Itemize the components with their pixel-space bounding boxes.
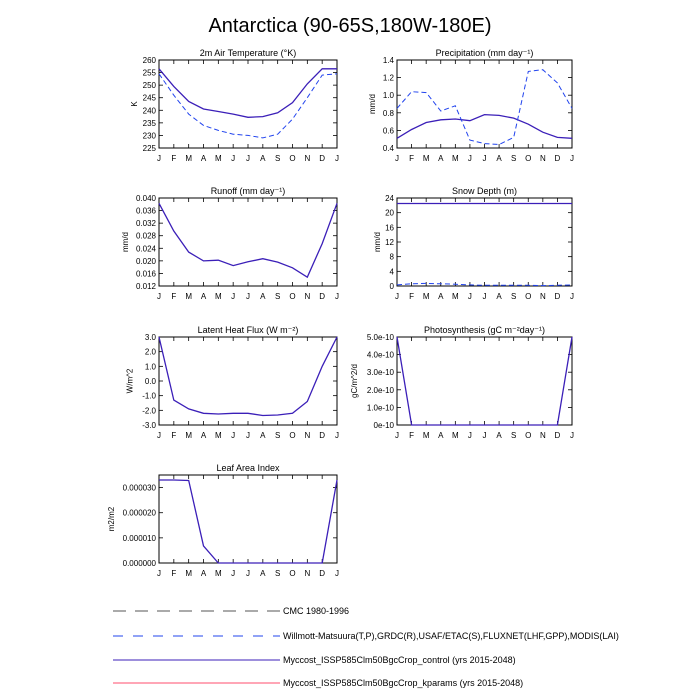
- y-tick-label: 0.028: [135, 231, 156, 241]
- y-tick-label: 2.0e-10: [366, 385, 394, 395]
- y-tick-label: -2.0: [142, 406, 156, 416]
- y-tick-label: 0.000020: [122, 508, 156, 518]
- chart-panel-5: [126, 325, 339, 440]
- y-tick-label: 0.032: [135, 219, 156, 229]
- x-tick-label: J: [395, 431, 399, 440]
- y-tick-label: 2.0: [144, 347, 156, 357]
- x-tick-label: J: [570, 431, 574, 440]
- x-tick-label: D: [319, 569, 326, 578]
- x-tick-label: A: [496, 431, 502, 440]
- x-tick-label: F: [171, 154, 177, 163]
- legend-item: [113, 606, 349, 616]
- x-tick-label: S: [274, 292, 281, 301]
- plot-frame: [397, 337, 572, 425]
- plot-frame: [397, 60, 572, 148]
- x-tick-label: D: [554, 431, 561, 440]
- x-tick-label: J: [335, 431, 339, 440]
- y-tick-label: 24: [385, 194, 394, 203]
- x-tick-label: J: [246, 292, 250, 301]
- y-tick-label: 1.2: [382, 73, 394, 83]
- series-line-control: [397, 337, 572, 425]
- x-tick-label: J: [157, 569, 161, 578]
- plot-frame: [159, 337, 337, 425]
- chart-title: 2m Air Temperature (°K): [199, 48, 297, 58]
- x-tick-label: O: [289, 431, 296, 440]
- chart-title: Latent Heat Flux (W m⁻²): [197, 325, 299, 335]
- x-tick-label: O: [289, 569, 296, 578]
- chart-title: Leaf Area Index: [216, 463, 280, 473]
- x-tick-label: S: [274, 569, 281, 578]
- x-tick-label: J: [467, 292, 472, 301]
- x-tick-label: J: [482, 292, 487, 301]
- x-tick-label: A: [200, 569, 207, 578]
- legend-label: Myccost_ISSP585Clm50BgcCrop_kparams (yrs 2015-2048): [283, 678, 524, 688]
- y-axis-label: mm/d: [121, 232, 130, 252]
- y-tick-label: 255: [142, 68, 156, 78]
- y-tick-label: 250: [142, 81, 156, 91]
- x-tick-label: S: [274, 154, 281, 163]
- y-tick-label: 0.024: [135, 244, 156, 254]
- x-tick-label: N: [539, 292, 546, 301]
- y-tick-label: 0.040: [135, 194, 156, 203]
- x-tick-label: A: [496, 154, 502, 163]
- y-tick-label: 0.4: [382, 144, 394, 153]
- x-tick-label: O: [289, 154, 296, 163]
- y-axis-label: W/m^2: [125, 368, 135, 394]
- x-tick-label: M: [451, 431, 459, 440]
- x-tick-label: A: [438, 154, 444, 163]
- x-tick-label: M: [214, 569, 222, 578]
- plot-frame: [159, 198, 337, 286]
- y-tick-label: 0.000010: [122, 533, 156, 543]
- x-tick-label: A: [260, 292, 266, 301]
- x-tick-label: J: [231, 292, 236, 301]
- y-tick-label: 0.012: [135, 282, 156, 291]
- series-line-control: [159, 337, 337, 416]
- legend-label: Willmott-Matsuura(T,P),GRDC(R),USAF/ETAC(S),FLUXNET(LHF,GPP),MODIS(LAI): [283, 631, 619, 641]
- x-tick-label: O: [289, 292, 296, 301]
- y-tick-label: 0: [389, 282, 394, 291]
- x-tick-label: J: [395, 292, 399, 301]
- x-tick-label: M: [214, 154, 222, 163]
- x-tick-label: J: [482, 154, 487, 163]
- x-tick-label: A: [260, 569, 266, 578]
- x-tick-label: J: [231, 569, 236, 578]
- x-tick-label: A: [438, 292, 444, 301]
- x-tick-label: M: [185, 292, 193, 301]
- x-tick-label: J: [157, 431, 161, 440]
- plot-frame: [397, 198, 572, 286]
- chart-panel-1: [130, 48, 339, 163]
- y-tick-label: 0.8: [382, 108, 394, 118]
- x-tick-label: F: [171, 292, 177, 301]
- x-tick-label: J: [335, 569, 339, 578]
- y-tick-label: 0e-10: [373, 421, 394, 430]
- y-tick-label: 0.000000: [122, 559, 156, 568]
- y-tick-label: 240: [142, 106, 156, 116]
- x-tick-label: F: [171, 569, 177, 578]
- y-tick-label: 0.0: [144, 377, 156, 386]
- x-tick-label: D: [319, 154, 326, 163]
- legend-item: [113, 655, 516, 665]
- x-tick-label: J: [231, 154, 236, 163]
- chart-title: Photosynthesis (gC m⁻²day⁻¹): [423, 325, 546, 335]
- x-tick-label: N: [539, 431, 546, 440]
- y-tick-label: 0.6: [382, 126, 394, 136]
- chart-title: Precipitation (mm day⁻¹): [435, 48, 534, 58]
- x-tick-label: M: [451, 154, 459, 163]
- y-tick-label: 16: [385, 223, 394, 233]
- x-tick-label: N: [304, 431, 311, 440]
- y-tick-label: 235: [142, 118, 156, 128]
- y-tick-label: -3.0: [142, 421, 156, 430]
- y-axis-label: mm/d: [368, 94, 378, 114]
- page-title: Antarctica (90-65S,180W-180E): [208, 15, 492, 37]
- x-tick-label: M: [185, 569, 193, 578]
- x-tick-label: J: [335, 292, 339, 301]
- y-tick-label: 4: [389, 267, 394, 277]
- x-tick-label: A: [496, 292, 502, 301]
- y-axis-label: m2/m2: [107, 506, 117, 532]
- x-tick-label: A: [200, 431, 207, 440]
- x-tick-label: J: [395, 154, 399, 163]
- x-tick-label: S: [510, 154, 517, 163]
- y-tick-label: -1.0: [142, 391, 156, 401]
- series-line-control: [397, 115, 572, 139]
- x-tick-label: J: [157, 154, 161, 163]
- x-tick-label: M: [214, 431, 222, 440]
- x-tick-label: M: [185, 154, 193, 163]
- y-tick-label: 245: [142, 93, 156, 103]
- x-tick-label: J: [157, 292, 161, 301]
- legend-label: Myccost_ISSP585Clm50BgcCrop_control (yrs 2015-2048): [283, 655, 516, 665]
- x-tick-label: A: [260, 154, 266, 163]
- y-tick-label: 1.4: [382, 56, 394, 65]
- y-tick-label: 0.000030: [122, 483, 156, 493]
- series-line-control: [159, 203, 337, 277]
- y-tick-label: 0.020: [135, 256, 156, 266]
- chart-panel-4: [373, 186, 574, 301]
- chart-panel-2: [368, 48, 574, 163]
- legend: [113, 606, 619, 688]
- x-tick-label: J: [335, 154, 339, 163]
- x-tick-label: J: [231, 431, 236, 440]
- chart-panel-7: [107, 463, 339, 578]
- y-tick-label: 3.0e-10: [366, 368, 394, 378]
- y-tick-label: 0.016: [135, 269, 156, 279]
- x-tick-label: N: [304, 292, 311, 301]
- x-tick-label: J: [467, 431, 472, 440]
- x-tick-label: J: [246, 154, 250, 163]
- x-tick-label: M: [422, 154, 430, 163]
- plot-frame: [159, 60, 337, 148]
- x-tick-label: N: [539, 154, 546, 163]
- chart-title: Runoff (mm day⁻¹): [210, 186, 286, 196]
- x-tick-label: M: [451, 292, 459, 301]
- x-tick-label: N: [304, 569, 311, 578]
- chart-panels: [107, 48, 574, 578]
- x-tick-label: M: [185, 431, 193, 440]
- x-tick-label: J: [570, 292, 574, 301]
- x-tick-label: M: [422, 431, 430, 440]
- x-tick-label: J: [570, 154, 574, 163]
- x-tick-label: D: [554, 154, 561, 163]
- x-tick-label: F: [171, 431, 177, 440]
- chart-title: Snow Depth (m): [451, 186, 518, 196]
- x-tick-label: J: [482, 431, 487, 440]
- legend-item: [113, 678, 523, 688]
- x-tick-label: F: [409, 154, 415, 163]
- y-tick-label: 5.0e-10: [366, 333, 394, 342]
- x-tick-label: O: [525, 292, 532, 301]
- plot-frame: [159, 475, 337, 563]
- x-tick-label: A: [260, 431, 266, 440]
- y-tick-label: 260: [142, 56, 156, 65]
- y-tick-label: 230: [142, 131, 156, 141]
- x-tick-label: A: [200, 292, 207, 301]
- y-tick-label: 1.0e-10: [366, 403, 394, 413]
- x-tick-label: O: [525, 431, 532, 440]
- y-tick-label: 1.0: [144, 362, 156, 372]
- y-tick-label: 8: [389, 252, 394, 262]
- x-tick-label: A: [438, 431, 444, 440]
- y-tick-label: 1.0: [382, 91, 394, 101]
- x-tick-label: M: [214, 292, 222, 301]
- x-tick-label: F: [409, 431, 415, 440]
- y-tick-label: 4.0e-10: [366, 350, 394, 360]
- x-tick-label: D: [319, 431, 326, 440]
- x-tick-label: O: [525, 154, 532, 163]
- x-tick-label: A: [200, 154, 207, 163]
- x-tick-label: M: [422, 292, 430, 301]
- y-tick-label: 20: [385, 208, 394, 218]
- chart-panel-6: [350, 325, 574, 440]
- legend-label: CMC 1980-1996: [283, 606, 350, 616]
- series-line-observed: [159, 74, 337, 138]
- x-tick-label: S: [510, 292, 517, 301]
- y-tick-label: 3.0: [144, 333, 156, 342]
- x-tick-label: N: [304, 154, 311, 163]
- x-tick-label: S: [510, 431, 517, 440]
- x-tick-label: J: [467, 154, 472, 163]
- x-tick-label: J: [246, 431, 250, 440]
- x-tick-label: F: [409, 292, 415, 301]
- x-tick-label: J: [246, 569, 250, 578]
- y-axis-label: K: [130, 101, 140, 107]
- chart-panel-3: [121, 186, 339, 301]
- x-tick-label: D: [319, 292, 326, 301]
- series-line-control: [159, 480, 337, 563]
- y-tick-label: 225: [142, 144, 156, 153]
- y-tick-label: 12: [385, 238, 394, 247]
- y-axis-label: mm/d: [372, 232, 382, 252]
- series-line-control: [159, 69, 337, 118]
- y-tick-label: 0.036: [135, 206, 156, 216]
- legend-item: [113, 631, 619, 641]
- y-axis-label: gC/m^2/d: [349, 364, 359, 398]
- x-tick-label: D: [554, 292, 561, 301]
- x-tick-label: S: [274, 431, 281, 440]
